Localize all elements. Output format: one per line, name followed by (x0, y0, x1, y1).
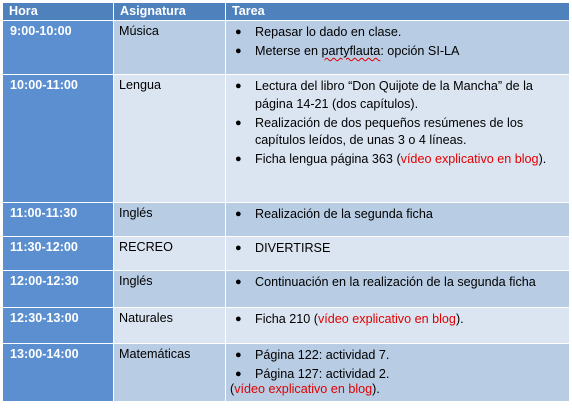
bullet-icon: ● (235, 26, 242, 38)
asignatura-cell: Música (114, 21, 226, 75)
bullet-icon: ● (235, 153, 242, 165)
spellcheck-word: partyflauta (321, 44, 381, 58)
task-item (230, 366, 561, 384)
video-link[interactable]: vídeo explicativo en blog (318, 312, 456, 326)
task-item (230, 206, 561, 224)
task-list (230, 240, 561, 258)
table-row (3, 237, 570, 271)
tarea-cell (226, 21, 570, 75)
tarea-cell (226, 203, 570, 237)
bullet-icon: ● (235, 349, 242, 361)
table-row (3, 203, 570, 237)
table-row (3, 75, 570, 203)
schedule-table (2, 2, 570, 402)
task-text: ( (230, 382, 235, 396)
hora-cell: 11:00-11:30 (3, 203, 114, 237)
tarea-cell (226, 75, 570, 203)
tarea-cell (226, 308, 570, 344)
hora-cell: 9:00-10:00 (3, 21, 114, 75)
task-text: ). (538, 152, 547, 166)
task-text: DIVERTIRSE (255, 241, 331, 255)
task-item (230, 347, 561, 365)
bullet-icon: ● (235, 368, 242, 380)
table-row (3, 308, 570, 344)
bullet-icon: ● (235, 80, 242, 92)
header-asignatura: Asignatura (114, 3, 226, 21)
video-link[interactable]: vídeo explicativo en blog (400, 152, 539, 166)
bullet-icon: ● (235, 45, 242, 57)
task-list (230, 311, 561, 329)
header-row (3, 3, 570, 21)
bullet-icon: ● (235, 208, 242, 220)
task-text: ). (455, 312, 464, 326)
task-list (230, 347, 561, 384)
asignatura-cell: Naturales (114, 308, 226, 344)
task-text: Lectura del libro “Don Quijote de la Mancha” de la página 14-21 (dos capítulos). (255, 79, 533, 111)
task-item (230, 151, 561, 169)
task-list (230, 274, 561, 292)
table-row (3, 21, 570, 75)
task-item (230, 274, 561, 292)
task-text: Continuación en la realización de la segunda ficha (255, 275, 536, 289)
table-row (3, 271, 570, 308)
hora-cell: 11:30-12:00 (3, 237, 114, 271)
bullet-icon: ● (235, 313, 242, 325)
task-item (230, 24, 561, 42)
table-row (3, 344, 570, 402)
tarea-cell (226, 344, 570, 402)
hora-cell: 12:30-13:00 (3, 308, 114, 344)
header-hora: Hora (3, 3, 114, 21)
asignatura-cell: Inglés (114, 271, 226, 308)
hora-cell: 13:00-14:00 (3, 344, 114, 402)
bullet-icon: ● (235, 242, 242, 254)
task-text: Página 127: actividad 2. (255, 367, 390, 381)
asignatura-cell: Lengua (114, 75, 226, 203)
task-list (230, 24, 561, 61)
task-text: Meterse en (255, 44, 322, 58)
asignatura-cell: Inglés (114, 203, 226, 237)
tarea-cell (226, 271, 570, 308)
video-link[interactable]: vídeo explicativo en blog (234, 382, 373, 396)
task-item (230, 240, 561, 258)
task-text: : opción SI-LA (380, 44, 460, 58)
task-text: Ficha lengua página 363 ( (255, 152, 401, 166)
tarea-cell (226, 237, 570, 271)
task-text: Realización de la segunda ficha (255, 207, 433, 221)
task-text: ). (372, 382, 380, 396)
task-text: Repasar lo dado en clase. (255, 25, 402, 39)
task-text: Ficha 210 ( (255, 312, 318, 326)
task-item (230, 78, 561, 113)
task-item (230, 311, 561, 329)
bullet-icon: ● (235, 276, 242, 288)
task-item (230, 43, 561, 61)
task-text: Página 122: actividad 7. (255, 348, 390, 362)
bullet-icon: ● (235, 116, 242, 129)
task-list (230, 78, 561, 169)
task-continuation (230, 381, 561, 399)
task-item (230, 115, 561, 150)
task-list (230, 206, 561, 224)
task-text: Realización de dos pequeños resúmenes de los capítulos leídos, de unas 3 o 4 líneas. (255, 115, 524, 147)
hora-cell: 12:00-12:30 (3, 271, 114, 308)
header-tarea: Tarea (226, 3, 570, 21)
hora-cell: 10:00-11:00 (3, 75, 114, 203)
asignatura-cell: Matemáticas (114, 344, 226, 402)
asignatura-cell: RECREO (114, 237, 226, 271)
